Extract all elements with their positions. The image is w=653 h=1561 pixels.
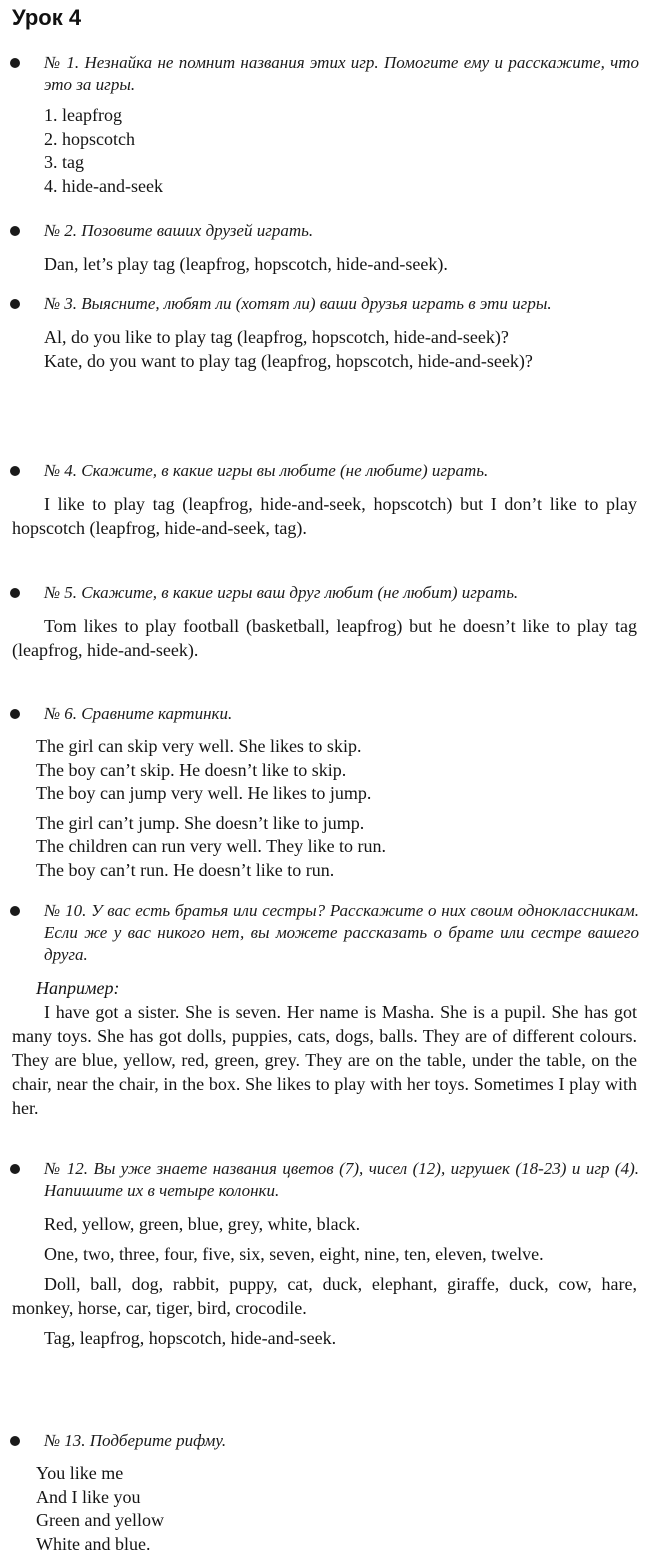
bullet-icon	[10, 709, 20, 719]
task-instruction	[44, 1158, 639, 1202]
task-number: № 6.	[44, 704, 78, 723]
answer-text: Red, yellow, green, blue, grey, white, black.	[44, 1214, 361, 1234]
example-label: Например:	[36, 978, 120, 998]
answer-line: The boy can’t skip. He doesn’t like to skip.	[36, 759, 347, 780]
bullet-icon	[10, 466, 20, 476]
task-number: № 1.	[44, 53, 80, 72]
task-number: № 3.	[44, 294, 78, 313]
bullet-icon	[10, 299, 20, 309]
task-instruction	[44, 703, 639, 725]
answer-lines	[0, 735, 653, 882]
bullet-icon	[10, 588, 20, 598]
answer-text: One, two, three, four, five, six, seven, eight, nine, ten, eleven, twelve.	[44, 1244, 544, 1264]
task-instruction-text: Вы уже знаете названия цветов (7), чисел (12), игрушек (18-23) и игр (4). Напишите их в четыре колонки.	[44, 1159, 640, 1200]
bullet-icon	[10, 1164, 20, 1174]
task-number: № 2.	[44, 221, 78, 240]
answer-text: Al, do you like to play tag (leapfrog, hopscotch, hide-and-seek)?	[44, 327, 509, 347]
answer-text: I have got a sister. She is seven. Her name is Masha. She is a pupil. She has got many toys. She has got dolls, puppies, cats, dogs, balls. They are of different colours. They are blue, yellow, red, green, grey. They are on the table, under the table, on the chair, near the chair, in the box. She likes to play with her toys. Sometimes I play with her.	[12, 1002, 637, 1118]
answer-line: The boy can jump very well. He likes to jump.	[36, 783, 372, 803]
task-instruction	[44, 1430, 639, 1452]
task-instruction-text: Скажите, в какие игры ваш друг любит (не любит) играть.	[81, 583, 519, 602]
task-10	[0, 900, 653, 1120]
task-number: № 5.	[44, 583, 78, 602]
rhyme-line: White and blue.	[36, 1533, 151, 1554]
answer-line: The boy can’t run. He doesn’t like to run.	[36, 859, 335, 880]
rhyme-line: You like me	[36, 1463, 124, 1483]
task-instruction-text: У вас есть братья или сестры? Расскажите о них своим одноклассникам. Если же у вас никого нет, вы можете рассказать о брате или сестре вашего друга.	[44, 901, 640, 964]
list-item: 2. hopscotch	[44, 128, 135, 149]
task-12	[0, 1158, 653, 1350]
task-5	[0, 582, 653, 662]
task-instruction-text: Подберите рифму.	[89, 1431, 227, 1450]
bullet-icon	[10, 1436, 20, 1446]
task-instruction	[44, 460, 639, 482]
answer-text: Kate, do you want to play tag (leapfrog, hopscotch, hide-and-seek)?	[44, 351, 533, 371]
task-1	[0, 52, 653, 198]
answer-text: I like to play tag (leapfrog, hide-and-seek, hopscotch) but I don’t like to play hopscotch (leapfrog, hide-and-seek, tag).	[12, 494, 637, 538]
task-3	[0, 293, 653, 373]
answer-line: The girl can’t jump. She doesn’t like to jump.	[36, 812, 365, 833]
task-instruction	[44, 220, 639, 242]
task-6	[0, 703, 653, 882]
list-item: 1. leapfrog	[44, 105, 122, 125]
task-instruction-text: Незнайка не помнит названия этих игр. Помогите ему и расскажите, что это за игры.	[44, 53, 640, 94]
answer-text: Tag, leapfrog, hopscotch, hide-and-seek.	[44, 1328, 337, 1348]
task-instruction-text: Выясните, любят ли (хотят ли) ваши друзья играть в эти игры.	[81, 294, 552, 313]
answer-text: Doll, ball, dog, rabbit, puppy, cat, duck, elephant, giraffe, duck, cow, hare, monkey, horse, car, tiger, bird, crocodile.	[12, 1274, 637, 1318]
rhyme-line: And I like you	[36, 1486, 141, 1507]
task-instruction-text: Сравните картинки.	[81, 704, 233, 723]
task-instruction	[44, 582, 639, 604]
answer-text: Dan, let’s play tag (leapfrog, hopscotch, hide-and-seek).	[44, 254, 448, 274]
task-number: № 4.	[44, 461, 78, 480]
answer-list	[0, 104, 653, 198]
task-2	[0, 220, 653, 276]
answer-line: The children can run very well. They like to run.	[36, 836, 387, 856]
task-number: № 10.	[44, 901, 87, 920]
task-instruction	[44, 293, 639, 315]
lesson-title: Урок 4	[12, 5, 82, 30]
rhyme-line: Green and yellow	[36, 1510, 164, 1530]
task-instruction	[44, 900, 639, 966]
bullet-icon	[10, 906, 20, 916]
task-number: № 13.	[44, 1431, 86, 1450]
answer-line: The girl can skip very well. She likes to skip.	[36, 736, 362, 756]
answer-text: Tom likes to play football (basketball, leapfrog) but he doesn’t like to play tag (leapfrog, hide-and-seek).	[12, 616, 637, 660]
bullet-icon	[10, 226, 20, 236]
task-instruction-text: Позовите ваших друзей играть.	[81, 221, 314, 240]
task-number: № 12.	[44, 1159, 88, 1178]
task-instruction-text: Скажите, в какие игры вы любите (не любите) играть.	[81, 461, 489, 480]
bullet-icon	[10, 58, 20, 68]
rhyme-lines	[0, 1462, 653, 1556]
task-4	[0, 460, 653, 540]
list-item: 4. hide-and-seek	[44, 175, 163, 196]
task-13	[0, 1430, 653, 1556]
task-instruction	[44, 52, 639, 96]
list-item: 3. tag	[44, 152, 84, 172]
